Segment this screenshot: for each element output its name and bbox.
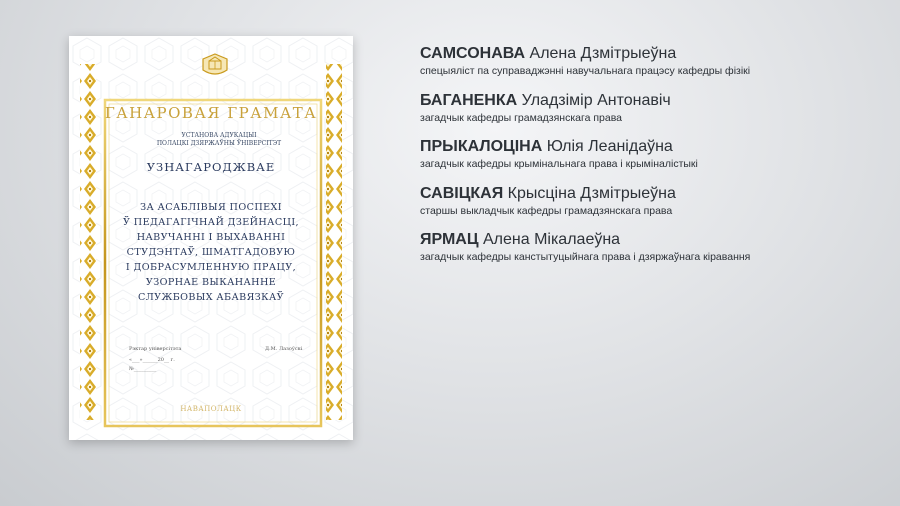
university-emblem-icon [199,52,231,80]
awardee-name [420,44,890,64]
award-heading: УЗНАГАРОДЖВАЕ [146,160,276,174]
awardee-surname: САМСОНАВА [420,45,526,62]
awardee-given-name: Алена Дзмітрыеўна [529,45,677,62]
certificate-title: ГАНАРОВАЯ ГРАМАТА [104,104,318,122]
date-line: «___»______20__ г. [129,357,175,363]
awardee-role: загадчык кафедры грамадзянскага права [420,111,623,124]
institution-line-2: ПОЛАЦКІ ДЗЯРЖАЎНЫ ЎНІВЕРСІТЭТ [156,140,282,147]
awardee-name [420,230,890,250]
award-reason-line: НАВУЧАННІ І ВЫХАВАННІ [136,232,286,243]
awardee-surname: БАГАНЕНКА [420,91,518,109]
award-reason-line: ЗА АСАБЛІВЫЯ ПОСПЕХІ [140,202,282,213]
city-name: НАВАПОЛАЦК [180,405,242,413]
awardee-given-name: Алена Мікалаеўна [482,231,621,248]
awardee-name [420,137,890,157]
award-reason-line: УЗОРНАЕ ВЫКАНАННЕ [145,277,277,288]
institution-line-1: УСТАНОВА АДУКАЦЫІ [181,132,257,139]
number-line: №_________ [129,366,157,372]
awardee-item [420,184,890,231]
award-reason-line: І ДОБРАСУМЛЕННУЮ ПРАЦУ, [125,262,297,273]
awardee-role: спецыяліст па суправаджэнні навучальнага працэсу кафедры фізікі [420,65,751,77]
awardee-role: старшы выкладчык кафедры грамадзянскага права [420,204,673,217]
awardee-given-name: Юлія Леанідаўна [546,138,673,155]
awardee-item [420,44,890,91]
honorary-certificate [69,36,353,440]
awardee-item [420,230,890,277]
award-reason-line: Ў ПЕДАГАГІЧНАЙ ДЗЕЙНАСЦІ, [123,217,299,228]
signer-title: Рэктар універсітэта [129,346,182,352]
awardee-surname: САВІЦКАЯ [420,184,504,202]
awardee-list [420,44,890,277]
awardee-given-name: Уладзімір Антонавіч [521,91,671,109]
awardee-given-name: Крысціна Дзмітрыеўна [507,184,676,202]
awardee-surname: ПРЫКАЛОЦІНА [420,138,543,155]
awardee-name [420,91,890,111]
institution-name [139,132,299,148]
awardee-role: загадчык кафедры канстытуцыйнага права і дзяржаўнага кіравання [420,251,751,263]
awardee-name [420,184,890,204]
awardee-surname: ЯРМАЦ [420,231,479,248]
awardee-item [420,137,890,184]
award-reason [69,200,353,305]
awardee-role: загадчык кафедры крымінальнага права і крыміналістыкі [420,158,698,170]
award-reason-line: СЛУЖБОВЫХ АБАВЯЗКАЎ [138,292,284,303]
award-reason-line: СТУДЭНТАЎ, ШМАТГАДОВУЮ [126,247,296,258]
awardee-item [420,91,890,138]
signer-name: Д.М. Лазоўскі [265,346,303,352]
